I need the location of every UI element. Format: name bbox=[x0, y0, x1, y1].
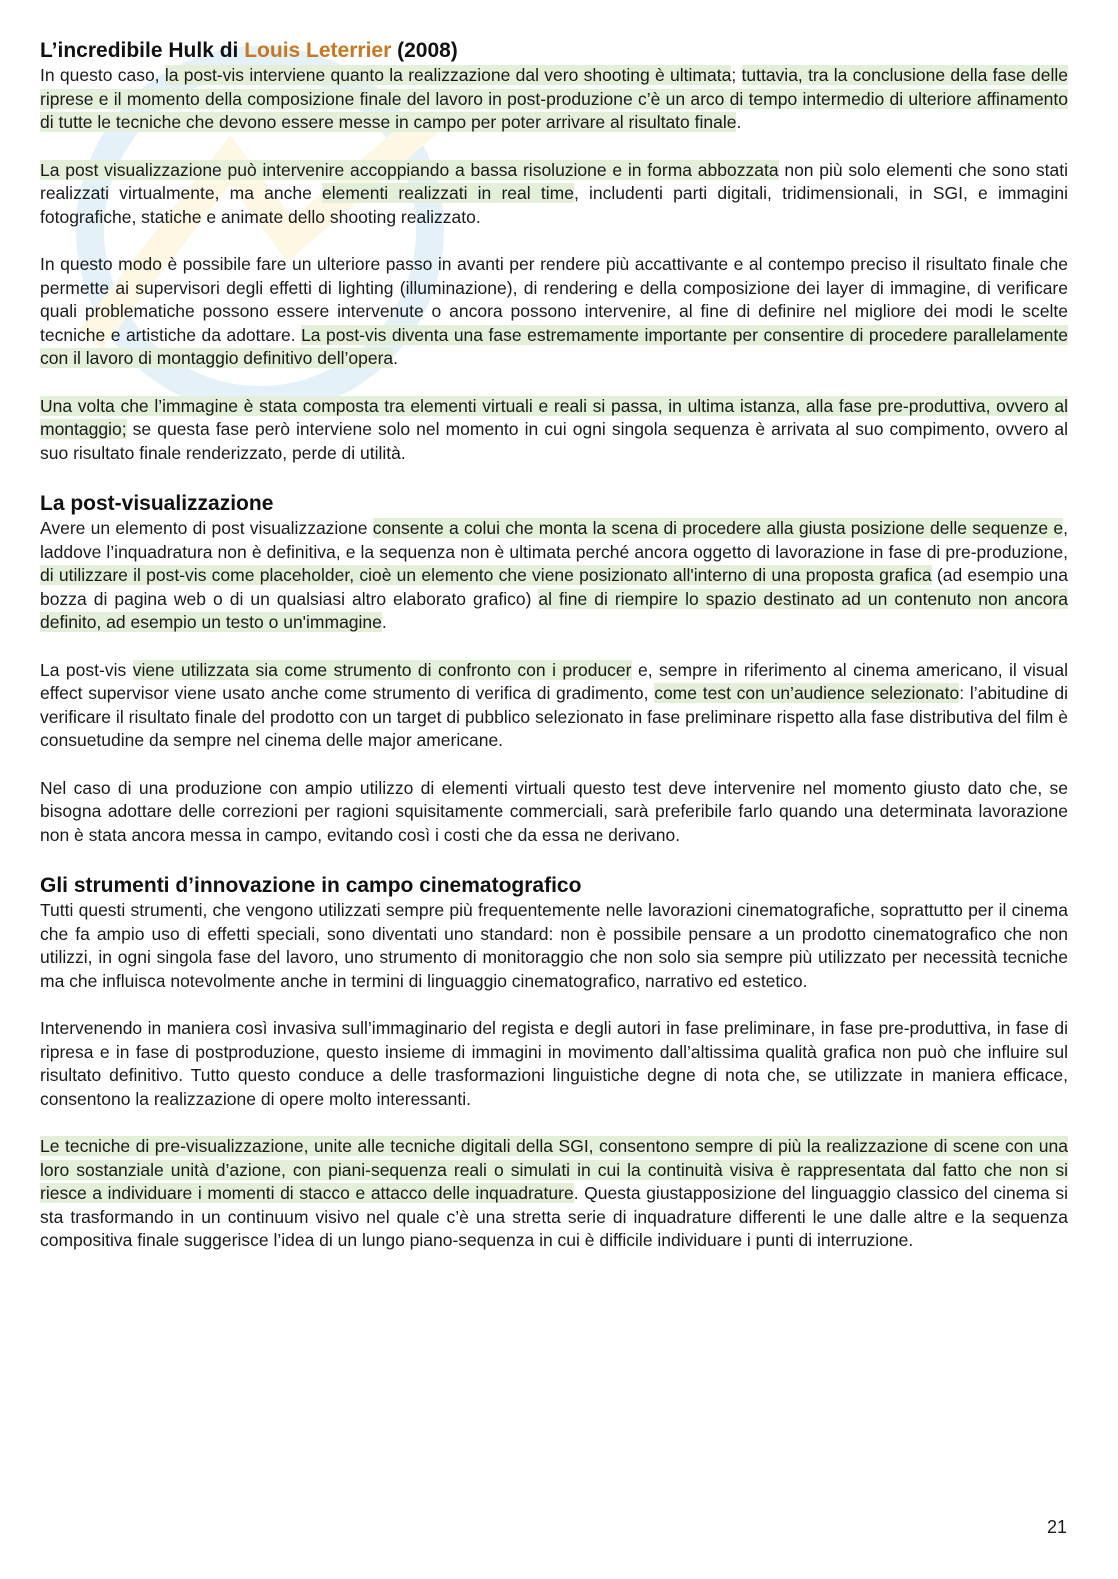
section-title-strumenti: Gli strumenti d’innovazione in campo cinematografico bbox=[40, 874, 582, 897]
text-run: , laddove l’inquadratura non è definitiva, e la sequenza non è ultimata perché ancora oggetto di lavorazione in fase di pre-produzione, bbox=[40, 518, 1068, 562]
highlighted-text: consente a colui che monta la scena di procedere alla giusta posizione delle sequenze e bbox=[372, 518, 1064, 538]
highlighted-text: al fine di riempire lo spazio destinato ad un contenuto non ancora definito, ad esempio un testo o un'immagine bbox=[40, 588, 1068, 632]
text-run: In questo modo è possibile fare un ulteriore passo in avanti per rendere più accattivante e al contempo preciso il risultato finale che permette ai supervisori degli effetti di lighting (illuminazione), di rendering e della composizione dei layer di immagine, di verificare quali problematiche possono essere intervenute o ancora possono intervenire, al fine di definire nel migliore dei modi le scelte tecniche e artistiche da adottare. bbox=[40, 254, 1068, 345]
text-run: se questa fase però interviene solo nel momento in cui ogni singola sequenza è arrivata al suo compimento, ovvero al suo risultato finale renderizzato, perde di utilità. bbox=[40, 419, 1068, 463]
highlighted-text: la post-vis interviene quanto la realizzazione dal vero shooting è ultimata bbox=[164, 65, 732, 85]
paragraph bbox=[40, 517, 1068, 635]
paragraph bbox=[40, 395, 1068, 466]
text-run: Tutti questi strumenti, che vengono utilizzati sempre più frequentemente nelle lavorazioni cinematografiche, soprattutto per il cinema che fa ampio uso di effetti speciali, sono diventati uno standard: non è possibile pensare a un prodotto cinematografico che non utilizzi, in ogni singola fase del lavoro, uno strumento di monitoraggio che non solo sia sempre più utilizzato per necessità tecniche ma che influisca notevolmente anche in termini di linguaggio cinematografico, narrativo ed estetico. bbox=[40, 900, 1068, 991]
text-run: (ad esempio una bozza di pagina web o di un qualsiasi altro elaborato grafico) bbox=[40, 565, 1069, 609]
text-run: La post-vis bbox=[40, 659, 133, 680]
paragraph bbox=[40, 659, 1068, 753]
highlighted-text: La post-vis diventa una fase estremamente importante per consentire di procedere parallelamente con il lavoro di montaggio definitivo dell’opera bbox=[40, 324, 1069, 368]
paragraph bbox=[40, 777, 1068, 848]
text-run: . bbox=[393, 348, 399, 368]
page-number: 21 bbox=[1046, 1517, 1067, 1537]
text-run: ; bbox=[731, 65, 742, 85]
highlighted-text: viene utilizzata sia come strumento di confronto con i producer bbox=[132, 659, 632, 680]
text-run: non più solo elementi che sono stati realizzati virtualmente, ma anche bbox=[40, 159, 1069, 203]
highlighted-text: come test con un’audience selezionato bbox=[654, 683, 960, 703]
highlighted-text: Una volta che l’immagine è stata composta tra elementi virtuali e reali si passa, in ultima istanza, alla fase pre-produttiva, ovvero al montaggio; bbox=[40, 395, 1068, 439]
highlighted-text: La post visualizzazione può intervenire accoppiando a bassa risoluzione e in forma abbozzata bbox=[40, 159, 779, 180]
highlighted-text: di utilizzare il post-vis come placeholder, cioè un elemento che viene posizionato all'interno di una proposta grafica bbox=[40, 565, 932, 585]
text-run: , includenti parti digitali, tridimensionali, in SGI, e immagini fotografiche, statiche e animate dello shooting realizzato. bbox=[40, 183, 1068, 227]
section-title-post-visualizzazione: La post-visualizzazione bbox=[40, 492, 274, 515]
text-run: Intervenendo in maniera così invasiva sull’immaginario del regista e degli autori in fase preliminare, in fase pre-produttiva, in fase di ripresa e in fase di postproduzione, questo insieme di immagini in movimento dall’altissima qualità grafica non può che influire sul risultato definitivo. Tutto questo conduce a delle trasformazioni linguistiche degne di nota che, se utilizzate in maniera efficace, consentono la realizzazione di opere molto interessanti. bbox=[40, 1018, 1068, 1109]
text-run: . bbox=[736, 112, 742, 132]
paragraph bbox=[40, 64, 1068, 135]
highlighted-text: elementi realizzati in real time bbox=[322, 183, 574, 203]
text-run: Nel caso di una produzione con ampio utilizzo di elementi virtuali questo test deve intervenire nel momento giusto dato che, se bisogna adottare delle correzioni per ragioni squisitamente commerciali, sarà preferibile farlo quando una determinata lavorazione non è stata ancora messa in campo, evitando così i costi che da essa ne derivano. bbox=[40, 777, 1068, 845]
paragraph bbox=[40, 899, 1068, 993]
author-link[interactable]: Louis Leterrier bbox=[244, 39, 392, 62]
text-run: In questo caso, bbox=[40, 65, 165, 85]
text-run: e, sempre in riferimento al cinema americano, il visual effect supervisor viene usato anche come strumento di verifica di gradimento, bbox=[40, 659, 1068, 703]
paragraph bbox=[40, 1017, 1068, 1111]
document-page bbox=[40, 38, 1068, 1277]
text-run: Avere un elemento di post visualizzazione bbox=[40, 518, 373, 538]
text-run: . bbox=[381, 612, 387, 632]
text-run: . Questa giustapposizione del linguaggio classico del cinema si sta trasformando in un continuum visivo nel quale c’è una stretta serie di inquadrature differenti le une dalle altre e la sequenza compositiva finale suggerisce l’idea di un lungo piano-sequenza in cui è difficile individuare i punti di interruzione. bbox=[40, 1183, 1068, 1250]
text-run: : l’abitudine di verificare il risultato finale del prodotto con un target di pubblico selezionato in fase preliminare rispetto alla fase distributiva del film è consuetudine da sempre nel cinema delle major americane. bbox=[40, 683, 1068, 750]
section-title-hulk: L’incredibile Hulk di Louis Leterrier (2008) bbox=[40, 39, 458, 62]
paragraph bbox=[40, 253, 1068, 371]
paragraph bbox=[40, 159, 1068, 230]
highlighted-text: tuttavia, tra la conclusione della fase delle riprese e il momento della composizione finale del lavoro in post-produzione c’è un arco di tempo intermedio di ulteriore affinamento di tutte le tecniche che devono essere messe in campo per poter arrivare al risultato finale bbox=[40, 65, 1068, 132]
paragraph bbox=[40, 1135, 1068, 1253]
highlighted-text: Le tecniche di pre-visualizzazione, unite alle tecniche digitali della SGI, consentono sempre di più la realizzazione di scene con una loro sostanziale unità d’azione, con piani-sequenza reali o simulati in cui la continuità visiva è rappresentata dal fatto che non si riesce a individuare i momenti di stacco e attacco delle inquadrature bbox=[40, 1136, 1068, 1203]
